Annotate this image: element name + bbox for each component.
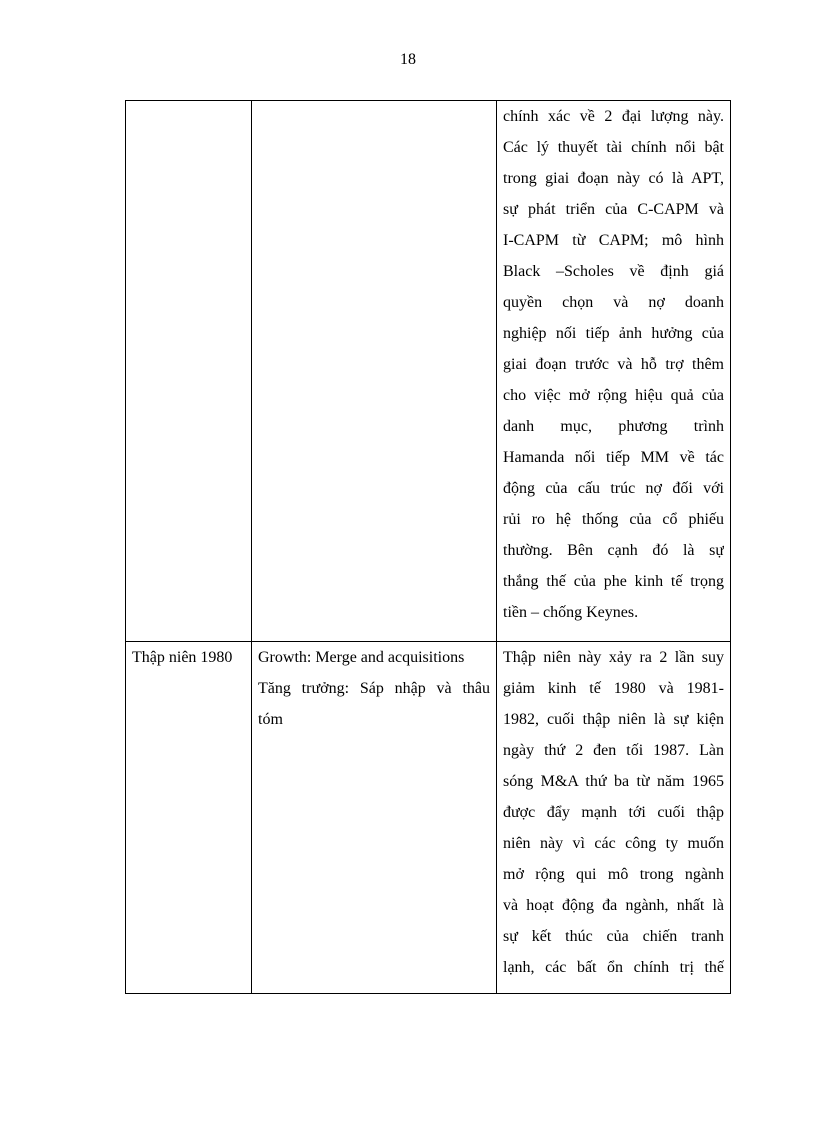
description-line: niên này vì các công ty muốn xyxy=(503,835,724,852)
description-line: ngày thứ 2 đen tối 1987. Làn xyxy=(503,742,724,759)
description-line: nghiệp nối tiếp ảnh hưởng của xyxy=(503,325,724,342)
description-line: trong giai đoạn này có là APT, xyxy=(503,170,724,187)
period-cell xyxy=(126,642,252,994)
description-line: I-CAPM từ CAPM; mô hình xyxy=(503,232,724,249)
theme-line-english: Growth: Merge and acquisitions xyxy=(258,649,465,666)
history-table xyxy=(125,100,731,994)
description-line: Các lý thuyết tài chính nổi bật xyxy=(503,139,724,156)
description-line: danh mục, phương trình xyxy=(503,418,724,435)
description-line: động của cấu trúc nợ đối với xyxy=(503,480,724,497)
theme-cell xyxy=(252,642,497,994)
theme-line-vietnamese-cont: tóm xyxy=(258,711,283,728)
description-line: thường. Bên cạnh đó là sự xyxy=(503,542,724,559)
description-text xyxy=(503,642,724,983)
description-line: 1982, cuối thập niên là sự kiện xyxy=(503,711,724,728)
period-text: Thập niên 1980 xyxy=(132,649,233,666)
table-row xyxy=(126,642,731,994)
description-line: Thập niên này xảy ra 2 lần suy xyxy=(503,649,724,666)
description-line: và hoạt động đa ngành, nhất là xyxy=(503,897,724,914)
description-line: sự phát triển của C-CAPM và xyxy=(503,201,724,218)
theme-cell xyxy=(252,101,497,642)
description-text xyxy=(503,101,724,628)
description-line: Black –Scholes về định giá xyxy=(503,263,724,280)
description-line: sóng M&A thứ ba từ năm 1965 xyxy=(503,773,724,790)
description-line: sự kết thúc của chiến tranh xyxy=(503,928,724,945)
page-number: 18 xyxy=(400,51,416,68)
table-row xyxy=(126,101,731,642)
description-cell xyxy=(497,642,731,994)
description-line: cho việc mở rộng hiệu quả của xyxy=(503,387,724,404)
description-line: tiền – chống Keynes. xyxy=(503,604,639,621)
theme-text xyxy=(258,642,490,735)
description-line: lạnh, các bất ổn chính trị thế xyxy=(503,959,724,976)
description-line: thắng thế của phe kinh tế trọng xyxy=(503,573,724,590)
description-line: được đẩy mạnh tới cuối thập xyxy=(503,804,724,821)
description-line: mở rộng qui mô trong ngành xyxy=(503,866,724,883)
description-line: Hamanda nối tiếp MM về tác xyxy=(503,449,724,466)
description-cell xyxy=(497,101,731,642)
description-line: quyền chọn và nợ doanh xyxy=(503,294,724,311)
description-line: rủi ro hệ thống của cổ phiếu xyxy=(503,511,724,528)
period-cell xyxy=(126,101,252,642)
description-line: chính xác về 2 đại lượng này. xyxy=(503,108,724,125)
theme-line-vietnamese: Tăng trưởng: Sáp nhập và thâu xyxy=(258,680,490,697)
description-line: giảm kinh tế 1980 và 1981- xyxy=(503,680,724,697)
description-line: giai đoạn trước và hỗ trợ thêm xyxy=(503,356,724,373)
